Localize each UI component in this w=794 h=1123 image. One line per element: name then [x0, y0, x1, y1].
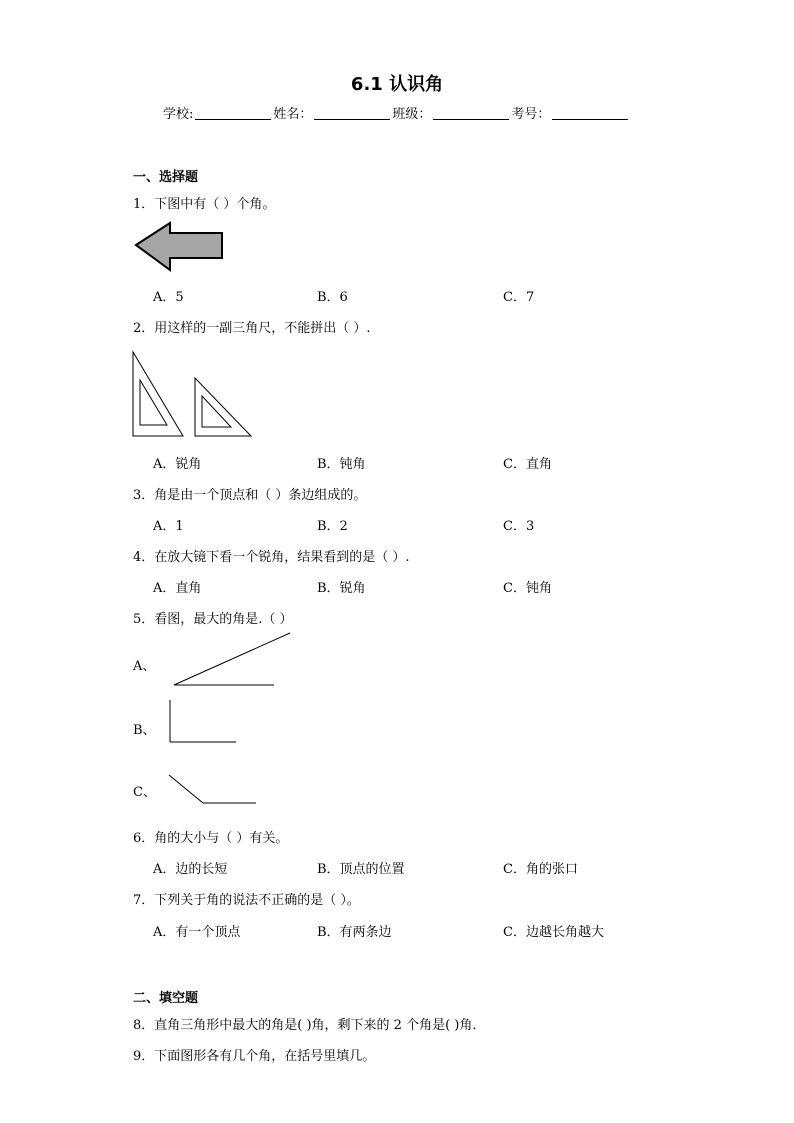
class-blank[interactable] — [433, 107, 509, 120]
question-5: 5．看图，最大的角是.（ ） — [133, 612, 293, 627]
triangle-ruler-30-60 — [133, 352, 183, 436]
section-fill-title: 二、填空题 — [133, 991, 199, 1006]
question-4: 4．在放大镜下看一个锐角，结果看到的是（ ）. — [133, 550, 410, 565]
question-3: 3．角是由一个顶点和（ ）条边组成的。 — [133, 488, 367, 503]
acute-angle-figure — [170, 630, 295, 690]
q6-option-c[interactable]: C．角的张口 — [503, 862, 578, 877]
right-angle-figure — [166, 697, 241, 747]
q2-option-a[interactable]: A．锐角 — [153, 457, 202, 472]
q4-option-a[interactable]: A．直角 — [153, 581, 202, 596]
class-label: 班级： — [392, 107, 432, 122]
section-choice-title: 一、选择题 — [133, 170, 199, 185]
q7-option-b[interactable]: B．有两条边 — [317, 925, 392, 940]
q5-option-b[interactable]: B、 — [133, 723, 156, 738]
q3-option-a[interactable]: A．1 — [153, 519, 184, 534]
question-6: 6．角的大小与（ ）有关。 — [133, 831, 289, 846]
q1-option-b[interactable]: B．6 — [317, 290, 348, 305]
student-info-line — [163, 103, 630, 122]
q3-option-b[interactable]: B．2 — [317, 519, 348, 534]
q7-option-c[interactable]: C．边越长角越大 — [503, 925, 604, 940]
q2-option-c[interactable]: C．直角 — [503, 457, 552, 472]
obtuse-angle-figure — [166, 772, 261, 808]
school-blank[interactable] — [195, 107, 271, 120]
number-label: 考号： — [511, 107, 551, 122]
page-title: 6.1 认识角 — [350, 74, 444, 95]
q2-option-b[interactable]: B．钝角 — [317, 457, 366, 472]
acute-angle-ray-2 — [174, 633, 290, 685]
q4-option-c[interactable]: C．钝角 — [503, 581, 552, 596]
question-8: 8．直角三角形中最大的角是( )角，剩下来的 2 个角是( )角． — [133, 1018, 486, 1033]
q5-option-a[interactable]: A、 — [133, 659, 156, 674]
name-label: 姓名： — [273, 107, 313, 122]
triangle-rulers-figure — [131, 350, 255, 440]
q5-option-c[interactable]: C、 — [133, 785, 156, 800]
question-9: 9．下面图形各有几个角，在括号里填几。 — [133, 1049, 376, 1064]
question-1: 1．下图中有（ ）个角。 — [133, 197, 276, 212]
q1-option-a[interactable]: A．5 — [153, 290, 184, 305]
q7-option-a[interactable]: A．有一个顶点 — [153, 925, 241, 940]
q4-option-b[interactable]: B．锐角 — [317, 581, 366, 596]
left-arrow-shape — [136, 223, 222, 270]
school-label: 学校: — [163, 107, 194, 122]
question-7: 7．下列关于角的说法不正确的是（ ）。 — [133, 893, 360, 908]
q1-option-c[interactable]: C．7 — [503, 290, 535, 305]
question-2: 2．用这样的一副三角尺，不能拼出（ ）. — [133, 321, 371, 336]
q3-option-c[interactable]: C．3 — [503, 519, 535, 534]
left-arrow-figure — [134, 221, 226, 273]
obtuse-angle-ray-1 — [169, 775, 203, 803]
q6-option-a[interactable]: A．边的长短 — [153, 862, 228, 877]
triangle-ruler-45 — [195, 378, 251, 436]
name-blank[interactable] — [314, 107, 390, 120]
q6-option-b[interactable]: B．顶点的位置 — [317, 862, 405, 877]
number-blank[interactable] — [552, 107, 628, 120]
